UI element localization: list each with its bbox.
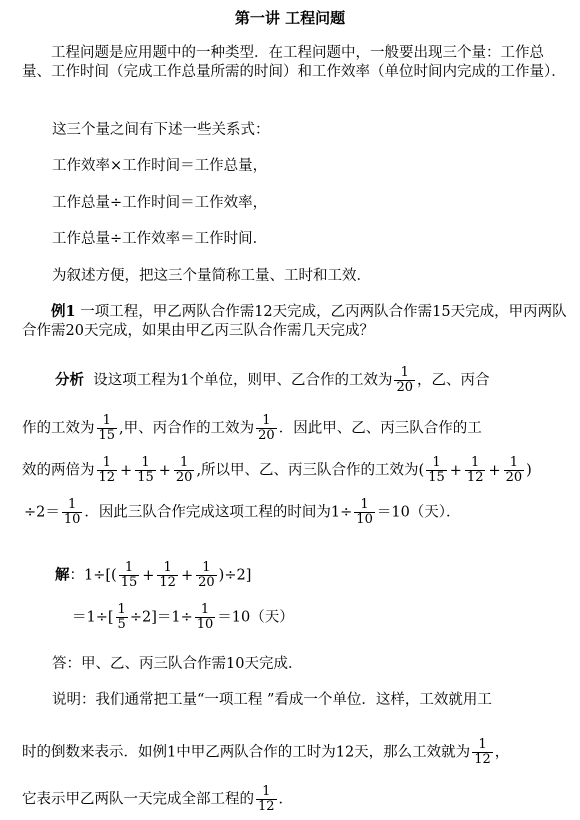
fraction: $\frac{1}{15}$ bbox=[98, 413, 116, 443]
example-label: 例1 bbox=[51, 303, 76, 320]
note-text: ． bbox=[278, 791, 294, 808]
note-text: ， bbox=[494, 744, 510, 761]
note-line-1: 说明：我们通常把工量“一项工程 ”看成一个单位．这样，工效就用工 bbox=[52, 692, 492, 708]
analysis-line-1 bbox=[55, 366, 490, 395]
analysis-line-2 bbox=[22, 414, 482, 443]
shorthand-sentence: 为叙述方便，把这三个量简称工量、工时和工效． bbox=[52, 268, 371, 284]
note-text: 它表示甲乙两队一天完成全部工程的 bbox=[22, 791, 254, 808]
analysis-label: 分析 bbox=[55, 371, 84, 389]
solution-text: )÷2] bbox=[218, 567, 252, 584]
example-text: 一项工程，甲乙两队合作需12天完成，乙丙两队合作需15天完成，甲丙两队合作需20天完成，如果由甲乙丙三队合作需几天完成？ bbox=[22, 304, 567, 339]
example-paragraph bbox=[22, 302, 570, 341]
fraction: $\frac{1}{10}$ bbox=[63, 497, 81, 527]
solution-line-2 bbox=[72, 603, 294, 632]
fraction: $\frac{1}{15}$ bbox=[137, 455, 154, 485]
fraction: $\frac{1}{12}$ bbox=[98, 455, 116, 485]
formula-1: 工作效率×工作时间＝工作总量， bbox=[52, 158, 268, 174]
analysis-text: ．因此甲、乙、丙三队合作的工 bbox=[278, 420, 482, 437]
analysis-text: 效的两倍为 bbox=[22, 462, 95, 479]
analysis-text: ÷2＝ bbox=[24, 504, 60, 521]
formula-2: 工作总量÷工作时间＝工作效率， bbox=[52, 195, 268, 211]
analysis-line-3: 效的两倍为 $\frac{1}{12}$ + $\frac{1}{15}$ + $\frac{1}{20}$ ,所以甲、乙、丙三队合作的工效为( $\frac{1}{15}$ + $\frac{1}{12}$ + $\frac{1}{20}$ ) bbox=[22, 455, 532, 485]
note-line-3 bbox=[22, 785, 293, 814]
fraction: $\frac{1}{12}$ bbox=[258, 784, 275, 814]
analysis-text: ，乙、丙合 bbox=[417, 372, 490, 389]
fraction: $\frac{1}{20}$ bbox=[258, 413, 275, 443]
fraction: $\frac{1}{15}$ bbox=[428, 455, 445, 485]
analysis-text: ,所以甲、乙、丙三队合作的工效为( bbox=[196, 462, 425, 479]
analysis-text: ．因此三队合作完成这项工程的时间为1÷ bbox=[84, 504, 353, 521]
solution-text: ÷2]＝1÷ bbox=[129, 609, 193, 626]
analysis-text: ＝10（天）． bbox=[376, 504, 461, 521]
relation-intro: 这三个量之间有下述一些关系式： bbox=[52, 122, 270, 138]
analysis-text: 作的工效为 bbox=[22, 420, 95, 437]
fraction: $\frac{1}{10}$ bbox=[196, 602, 214, 632]
fraction: $\frac{1}{20}$ bbox=[396, 365, 413, 395]
fraction: $\frac{1}{12}$ bbox=[159, 560, 176, 590]
solution-text: ＝1÷[ bbox=[72, 609, 114, 626]
fraction: $\frac{1}{12}$ bbox=[474, 737, 491, 767]
page-title: 第一讲 工程问题 bbox=[234, 9, 346, 27]
fraction: $\frac{1}{20}$ bbox=[175, 455, 193, 485]
fraction: $\frac{1}{10}$ bbox=[356, 497, 373, 527]
intro-paragraph: 工程问题是应用题中的一种类型．在工程问题中，一般要出现三个量：工作总量、工作时间（完成工作总量所需的时间）和工作效率（单位时间内完成的工作量）． bbox=[22, 45, 566, 80]
analysis-text: ) bbox=[526, 462, 532, 479]
analysis-text: ,甲、丙合作的工效为 bbox=[119, 420, 255, 437]
fraction: $\frac{1}{12}$ bbox=[466, 455, 484, 485]
analysis-text: 设这项工程为1个单位，则甲、乙合作的工效为 bbox=[93, 372, 393, 389]
fraction: $\frac{1}{5}$ bbox=[117, 602, 126, 632]
answer-sentence: 答：甲、乙、丙三队合作需10天完成． bbox=[52, 656, 303, 672]
solution-text: ＝10（天） bbox=[217, 609, 294, 626]
solution-line-1: 解：1÷[( $\frac{1}{15}$ + $\frac{1}{12}$ + $\frac{1}{20}$ )÷2] bbox=[55, 560, 252, 590]
analysis-line-4 bbox=[24, 498, 461, 527]
note-text: 时的倒数来表示．如例1中甲乙两队合作的工时为12天，那么工效就为 bbox=[22, 744, 471, 761]
fraction: $\frac{1}{20}$ bbox=[198, 560, 215, 590]
solution-text: ：1÷[( bbox=[69, 567, 117, 584]
note-line-2 bbox=[22, 738, 509, 767]
fraction: $\frac{1}{20}$ bbox=[505, 455, 523, 485]
formula-3: 工作总量÷工作效率＝工作时间． bbox=[52, 231, 268, 247]
fraction: $\frac{1}{15}$ bbox=[120, 560, 138, 590]
solution-label: 解 bbox=[55, 566, 70, 584]
